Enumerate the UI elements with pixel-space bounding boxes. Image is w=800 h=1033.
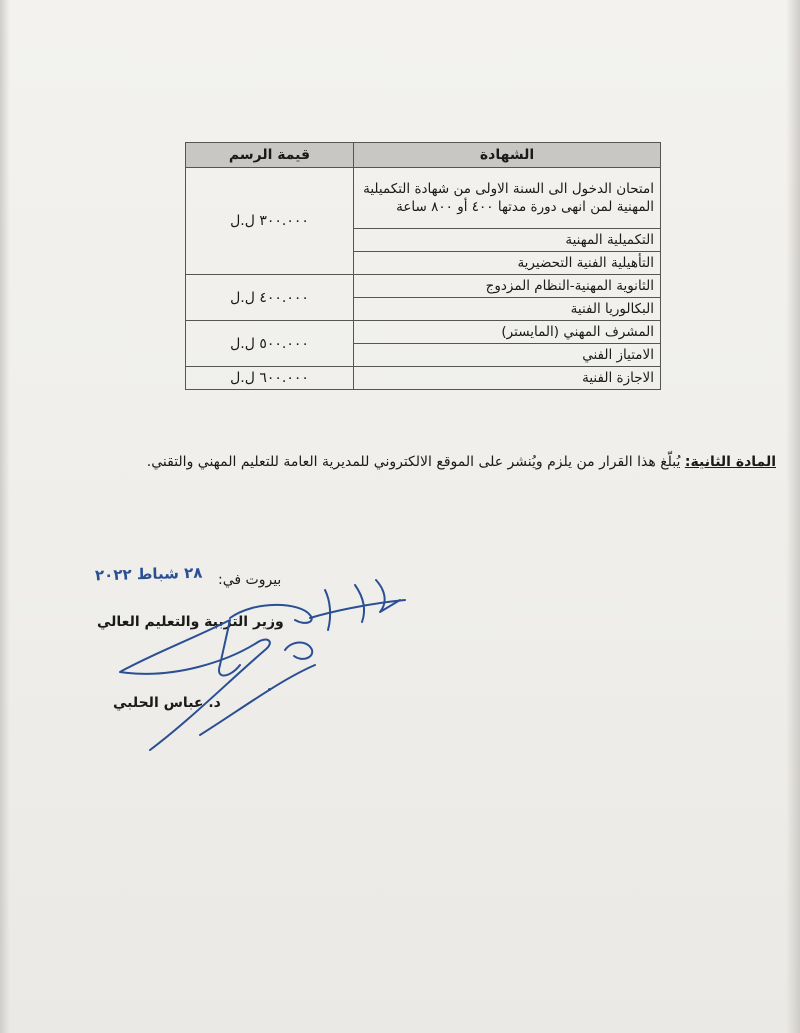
fee-cell: ٥٠٠.٠٠٠ ل.ل: [186, 321, 354, 367]
minister-name: د. عباس الحلبي: [113, 695, 221, 711]
article-two: [56, 452, 776, 472]
certificate-cell: الاجازة الفنية: [354, 367, 661, 390]
certificate-cell: البكالوريا الفنية: [354, 298, 661, 321]
certificate-cell: المشرف المهني (المايستر): [354, 321, 661, 344]
place-label: بيروت في:: [218, 572, 282, 588]
table-header-row: [186, 143, 661, 168]
handwritten-date: ٢٨ شباط ٢٠٢٢: [94, 563, 203, 585]
certificate-cell: امتحان الدخول الى السنة الاولى من شهادة التكميلية المهنية لمن انهى دورة مدتها ٤٠٠ أو ٨٠٠ ساعة: [354, 168, 661, 229]
certificate-cell: التكميلية المهنية: [354, 229, 661, 252]
article-heading: المادة الثانية:: [684, 454, 776, 470]
certificate-cell: الامتياز الفني: [354, 344, 661, 367]
article-text: يُبلّغ هذا القرار من يلزم ويُنشر على الموقع الالكتروني للمديرية العامة للتعليم المهني والتقني.: [146, 454, 681, 470]
certificate-cell: التأهيلية الفنية التحضيرية: [354, 252, 661, 275]
fee-cell: ٤٠٠.٠٠٠ ل.ل: [186, 275, 354, 321]
minister-title: وزير التربية والتعليم العالي: [97, 614, 284, 630]
header-certificate: الشهادة: [354, 143, 661, 168]
fees-table: [185, 142, 661, 390]
table-row: [186, 275, 661, 298]
certificate-cell: الثانوية المهنية-النظام المزدوج: [354, 275, 661, 298]
table-row: [186, 321, 661, 344]
header-fee: قيمة الرسم: [186, 143, 354, 168]
table-row: [186, 168, 661, 229]
fee-cell: ٣٠٠.٠٠٠ ل.ل: [186, 168, 354, 275]
handwritten-signature: [80, 560, 420, 760]
table-row: [186, 367, 661, 390]
fee-cell: ٦٠٠.٠٠٠ ل.ل: [186, 367, 354, 390]
